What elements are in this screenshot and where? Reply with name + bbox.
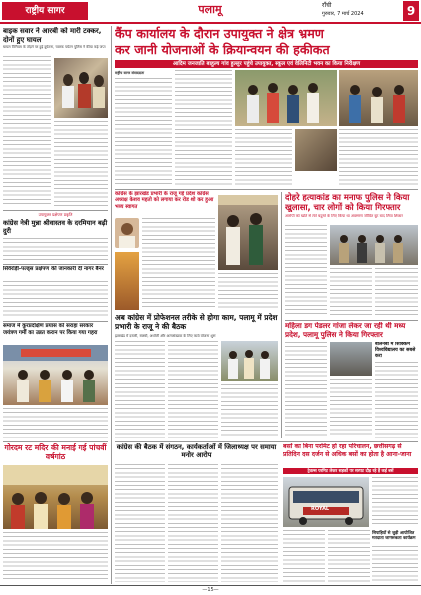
section-title: पलामू [198, 3, 222, 16]
side-headline: सिपाहियों से जुड़ी आयोजित मतदाता जागरूकता कार्यक्रम [372, 530, 416, 541]
lead-photo-1 [235, 70, 337, 126]
masthead-rule [0, 22, 421, 24]
story1-subhead: घायल विनियम के तोड़ने पर हुई दुर्घटना, चालक पर्यटन पुलिस ने कीया कई जप्त [3, 45, 106, 49]
story3-text [3, 281, 108, 319]
short-text [375, 362, 418, 438]
masthead-city: राँची [322, 2, 332, 9]
bus-strap: ट्रेवल्स परमिट लेकर सड़कों पर सरपट दौड़ रहे हैं कई बसें [283, 468, 418, 474]
middle-photo-text [218, 273, 278, 310]
bus-text-col2 [328, 530, 370, 582]
lead-strap: आदिम जनजाति बाहुल्य गांव हुल्लुर पहुंचे उपायुक्त, स्कूल एवं वेलिनिटी भवन का किया निरीक्षण [115, 60, 418, 68]
story1-text [3, 56, 51, 206]
congress-photo [221, 341, 278, 381]
masthead-date: गुरुवार, 7 मार्च 2024 [322, 11, 364, 17]
meeting-photo-icon [3, 345, 108, 405]
rally-photo-icon [218, 195, 278, 270]
lead-byline: राष्ट्रीय सागर संवाददाता [115, 71, 145, 75]
murder-text-col3 [375, 268, 418, 317]
story5-text [3, 532, 108, 582]
footer-folio: —15— [202, 587, 219, 593]
murder-text-col2 [330, 268, 372, 317]
story3-headline: सिर्वरोड़ी-पल्ड्स प्रक्षेपण की जानकारी दी नागर बैनर [3, 266, 104, 272]
story1-headline: बाइक सवार ने आरबी को मारी टक्कर, दोनों हुए घायल [3, 27, 102, 44]
story2-text [3, 238, 108, 262]
smuggler-text-col1 [285, 342, 327, 438]
lead-text-col2 [175, 70, 232, 186]
bus-photo [283, 477, 369, 527]
story4-text [3, 408, 108, 438]
congress-text-col1 [115, 341, 165, 438]
lead-text-col1 [115, 78, 172, 186]
story1-text-2 [54, 121, 108, 206]
murder-photo [330, 225, 418, 265]
story1-photo [54, 58, 108, 118]
murder-text-col1 [285, 225, 327, 317]
congress-photo-side [115, 252, 139, 310]
story2-tag: उपायुक्त प्रक्षेपण प्रकृति [38, 212, 73, 217]
portrait-icon [115, 218, 139, 248]
story4-photo [3, 345, 108, 405]
congress-headline: अब कांग्रेस में प्रोफेशनल तरीके से होगा काम, पलामू में प्रदेश प्रभारी के राजू ने की बैठक [115, 313, 278, 331]
smuggler-headline: महिला डग पेडलर गांजा लेकर जा रही थी मध्य प्रदेश, पलामू पुलिस ने किया गिरफ्तार [285, 322, 406, 339]
story5-photo [3, 465, 108, 529]
smuggler-text-col2 [330, 379, 372, 438]
congress-kicker-text [142, 218, 215, 310]
short-headline: बोलेनेबो में सिक्किम विश्वविद्यालय का सबसे करा [375, 342, 416, 359]
lead-photo-3 [295, 129, 337, 171]
temple-photo-icon [3, 465, 108, 529]
bus-headline: बसों का बिना परमिट हो रहा परिचालन, छत्तीसगढ़ से प्रतिदिन दस दर्जन से अधिक बसों का होता है आना-जाना [283, 443, 412, 458]
congress-subhead: झारखंड में दस्तरी, स्वस्थी, अर्थोत्ती और अल्पसंख्यक के लिए कार्य योजना शुरू [115, 334, 216, 338]
meeting-text-col1 [115, 464, 165, 582]
page-footer [0, 585, 421, 595]
story2-headline: कांग्रेस नेत्री मुन्ना श्रीवास्तव के दरमियान बढ़ी दुरी [3, 219, 108, 235]
congress-text-col3 [221, 384, 278, 438]
congress-text-col2 [168, 341, 218, 438]
bus-text-col-right [372, 477, 418, 527]
murder-headline: दोहरे हत्याकांड का मनाफ पुलिस ने किया खुलासा, चार लोगों को किया गिरफ्तार [285, 192, 410, 213]
smuggler-photo [330, 342, 372, 376]
officials-photo-icon [235, 70, 337, 126]
lead-photo-2 [339, 70, 418, 126]
lead-headline-2: कर जानी योजनाओं के क्रियान्वयन की हकीकत [115, 42, 330, 57]
masthead [0, 0, 421, 24]
page-number: 9 [403, 1, 419, 21]
lead-headline-1: कैंप कार्यालय के दौरान उपायुक्त ने क्षेत्र भ्रमण [115, 26, 324, 41]
congress-meeting-icon [221, 341, 278, 381]
story4-headline: समाज में कुरप्रदक्षिण प्रयास को सराहा सरकार जयंत्रण गर्मी का उन्नत करान पर किया गया गहरा [3, 323, 98, 336]
meeting-text-col3 [221, 464, 278, 582]
bus-icon [283, 477, 369, 527]
meeting-text-col2 [168, 464, 218, 582]
meeting-headline: कांग्रेस की बैठक में संगठन, कार्यकर्ताओं में जिलाध्यक्ष पर समाया मनोर आरोप [116, 443, 277, 460]
murder-subhead: आरोपी को खोते से लेते बदुस्ते के लिए किया था अवसरण जीवित बूट बाद लिया शिकार [285, 214, 403, 218]
school-photo-icon [339, 70, 418, 126]
bus-text-col1 [283, 530, 325, 582]
story5-headline: गोरदम रट मदिर की मनाई गई पांचवीं वर्षगांठ [4, 443, 107, 462]
police-photo-icon [330, 225, 418, 265]
congress-kicker: कांग्रेस के झारखंड प्रभारी के राजू गई प्रदेश कांग्रेस अध्यक्ष केशव महतो को लगाया कर रोड शो कर हुआ भव्य स्वागत [115, 191, 214, 210]
crowd-photo-icon [54, 58, 108, 118]
congress-portrait [115, 218, 139, 248]
middle-photo [218, 195, 278, 270]
lead-text-col4 [339, 129, 418, 186]
lead-text-col3 [235, 129, 292, 186]
paper-name: राष्ट्रीय सागर [2, 2, 88, 20]
side-text [372, 546, 418, 582]
bus-sign: ROYAL [311, 506, 330, 512]
